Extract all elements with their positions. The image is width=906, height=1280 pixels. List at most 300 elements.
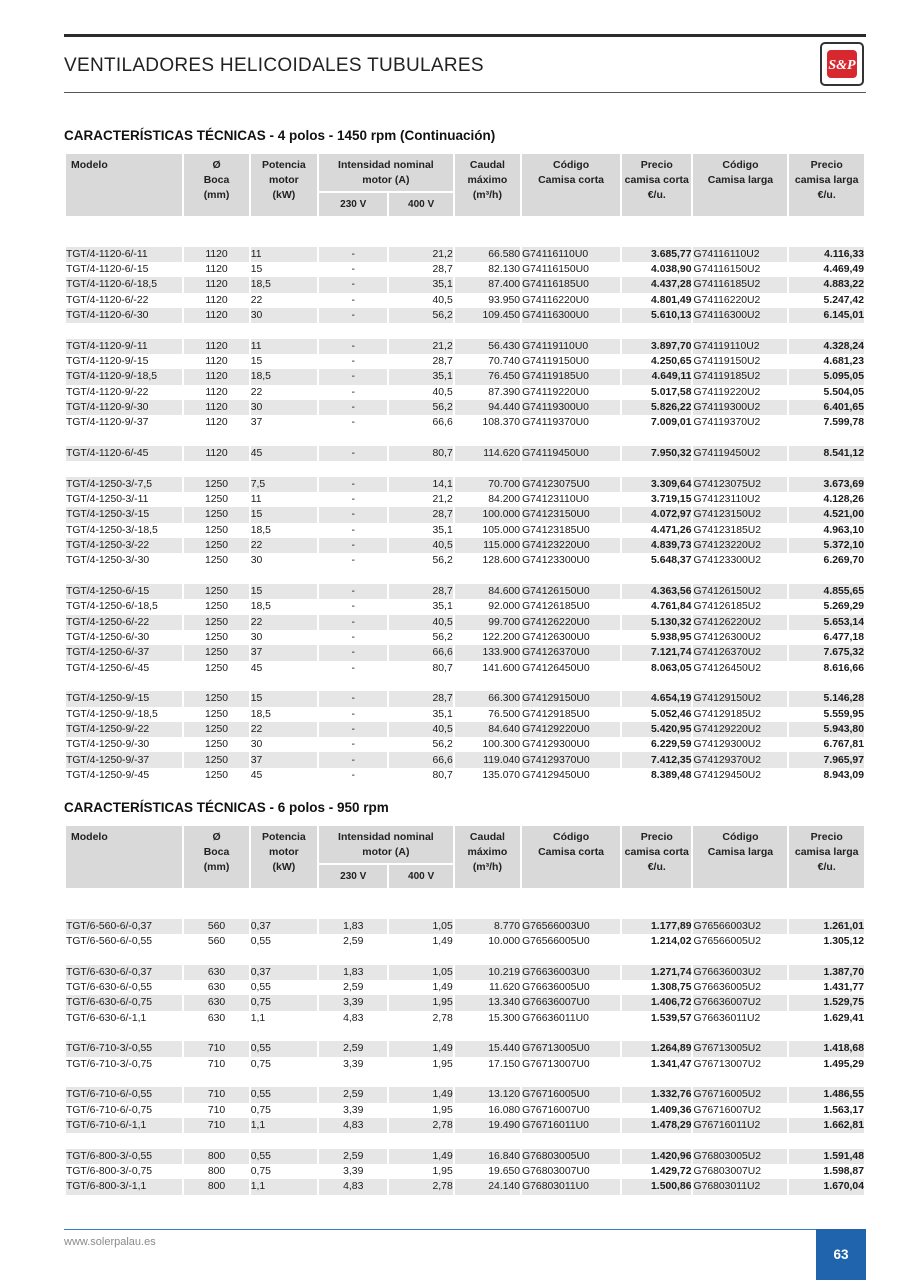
- cell-pot: 0,75: [251, 995, 317, 1010]
- cell-model: TGT/4-1120-9/-22: [66, 385, 182, 400]
- cell-v400: 66,6: [389, 752, 452, 767]
- cell-price: 4.801,49: [622, 293, 691, 308]
- cell-v230: 3,39: [319, 1103, 387, 1118]
- cell-pot: 18,5: [251, 277, 317, 292]
- cell-v230: -: [319, 707, 387, 722]
- cell-codl: G74116300U2: [693, 308, 787, 323]
- group-spacer: [66, 1072, 864, 1087]
- cell-cod: G76713007U0: [522, 1057, 620, 1072]
- cell-cod: G74119150U0: [522, 354, 620, 369]
- cell-cod: G74129220U0: [522, 722, 620, 737]
- cell-v400: 1,95: [389, 995, 452, 1010]
- cell-pot: 1,1: [251, 1179, 317, 1194]
- cell-price: 5.610,13: [622, 308, 691, 323]
- cell-caudal: 108.370: [455, 415, 520, 430]
- cell-boca: 1250: [184, 492, 248, 507]
- table-row: [66, 553, 864, 568]
- cell-codl: G74123110U2: [693, 492, 787, 507]
- cell-price: 4.471,26: [622, 523, 691, 538]
- cell-pot: 30: [251, 630, 317, 645]
- col-header-caudal: [455, 154, 520, 216]
- cell-caudal: 133.900: [455, 645, 520, 660]
- cell-boca: 1250: [184, 615, 248, 630]
- cell-pot: 15: [251, 584, 317, 599]
- table-row: [66, 492, 864, 507]
- svg-text:S&P: S&P: [828, 58, 856, 73]
- header-line: Precio: [810, 159, 843, 171]
- cell-codl: G76713005U2: [693, 1041, 787, 1056]
- cell-pot: 37: [251, 752, 317, 767]
- table-row: [66, 400, 864, 415]
- cell-pricel: 5.504,05: [789, 385, 864, 400]
- cell-caudal: 10.219: [455, 965, 520, 980]
- cell-model: TGT/4-1250-3/-18,5: [66, 523, 182, 538]
- table-row: [66, 293, 864, 308]
- cell-price: 6.229,59: [622, 737, 691, 752]
- cell-v230: -: [319, 446, 387, 461]
- cell-v230: -: [319, 599, 387, 614]
- cell-caudal: 15.300: [455, 1011, 520, 1026]
- cell-v230: -: [319, 415, 387, 430]
- cell-codl: G74129370U2: [693, 752, 787, 767]
- cell-pot: 7,5: [251, 477, 317, 492]
- cell-model: TGT/4-1250-3/-15: [66, 507, 182, 522]
- cell-model: TGT/6-710-3/-0,75: [66, 1057, 182, 1072]
- cell-boca: 630: [184, 995, 248, 1010]
- cell-pot: 0,55: [251, 980, 317, 995]
- header-line: €/u.: [817, 861, 836, 873]
- cell-codl: G74119185U2: [693, 369, 787, 384]
- cell-pot: 0,37: [251, 919, 317, 934]
- header-line: motor (A): [362, 174, 410, 186]
- cell-codl: G74129185U2: [693, 707, 787, 722]
- col-header-precio-corta: [622, 826, 691, 888]
- table-row: [66, 247, 864, 262]
- cell-price: 1.420,96: [622, 1149, 691, 1164]
- cell-cod: G74129150U0: [522, 691, 620, 706]
- cell-codl: G74123150U2: [693, 507, 787, 522]
- header-line: Camisa corta: [538, 174, 605, 186]
- cell-pricel: 6.401,65: [789, 400, 864, 415]
- cell-model: TGT/4-1250-6/-18,5: [66, 599, 182, 614]
- cell-model: TGT/6-630-6/-0,37: [66, 965, 182, 980]
- table-row: [66, 934, 864, 949]
- cell-cod: G76713005U0: [522, 1041, 620, 1056]
- cell-price: 5.648,37: [622, 553, 691, 568]
- col-header-caudal: [455, 826, 520, 888]
- cell-pot: 15: [251, 507, 317, 522]
- cell-codl: G76566005U2: [693, 934, 787, 949]
- cell-pricel: 4.855,65: [789, 584, 864, 599]
- cell-price: 1.539,57: [622, 1011, 691, 1026]
- cell-codl: G74119450U2: [693, 446, 787, 461]
- cell-v400: 1,05: [389, 965, 452, 980]
- cell-v230: -: [319, 538, 387, 553]
- cell-model: TGT/4-1120-6/-30: [66, 308, 182, 323]
- cell-cod: G76636007U0: [522, 995, 620, 1010]
- table-row: [66, 1149, 864, 1164]
- cell-codl: G74129300U2: [693, 737, 787, 752]
- cell-pot: 1,1: [251, 1011, 317, 1026]
- cell-boca: 710: [184, 1118, 248, 1133]
- cell-codl: G76803005U2: [693, 1149, 787, 1164]
- cell-codl: G76636003U2: [693, 965, 787, 980]
- cell-cod: G74126150U0: [522, 584, 620, 599]
- table-row: [66, 1011, 864, 1026]
- cell-boca: 1250: [184, 538, 248, 553]
- cell-pot: 22: [251, 293, 317, 308]
- header-line: Código: [552, 159, 590, 171]
- col-header-modelo: Modelo: [66, 826, 182, 888]
- header-line: máximo: [467, 174, 508, 186]
- col-header-230v: 230 V: [319, 191, 387, 216]
- header-line: Precio: [640, 831, 673, 843]
- header-line: €/u.: [647, 861, 666, 873]
- cell-v230: 2,59: [319, 1087, 387, 1102]
- cell-price: 4.437,28: [622, 277, 691, 292]
- cell-v400: 56,2: [389, 553, 452, 568]
- cell-price: 8.063,05: [622, 661, 691, 676]
- cell-caudal: 128.600: [455, 553, 520, 568]
- cell-codl: G74129450U2: [693, 768, 787, 783]
- cell-codl: G74126150U2: [693, 584, 787, 599]
- footer-rule: [64, 1229, 866, 1230]
- cell-cod: G74119370U0: [522, 415, 620, 430]
- cell-pricel: 1.563,17: [789, 1103, 864, 1118]
- cell-v400: 40,5: [389, 722, 452, 737]
- cell-boca: 1250: [184, 737, 248, 752]
- cell-boca: 710: [184, 1087, 248, 1102]
- cell-v230: -: [319, 492, 387, 507]
- cell-pricel: 8.943,09: [789, 768, 864, 783]
- cell-boca: 1250: [184, 477, 248, 492]
- cell-v230: -: [319, 277, 387, 292]
- cell-v400: 40,5: [389, 293, 452, 308]
- cell-model: TGT/4-1250-3/-30: [66, 553, 182, 568]
- cell-caudal: 16.840: [455, 1149, 520, 1164]
- table-row: [66, 995, 864, 1010]
- cell-pricel: 4.681,23: [789, 354, 864, 369]
- cell-caudal: 76.500: [455, 707, 520, 722]
- header-line: (m³/h): [472, 861, 502, 873]
- cell-price: 1.341,47: [622, 1057, 691, 1072]
- cell-caudal: 13.340: [455, 995, 520, 1010]
- cell-cod: G74119220U0: [522, 385, 620, 400]
- table-row: [66, 446, 864, 461]
- cell-caudal: 13.120: [455, 1087, 520, 1102]
- cell-codl: G74129220U2: [693, 722, 787, 737]
- cell-v230: -: [319, 737, 387, 752]
- cell-boca: 1120: [184, 277, 248, 292]
- cell-v230: 4,83: [319, 1179, 387, 1194]
- col-header-boca: [184, 154, 248, 216]
- cell-caudal: 66.300: [455, 691, 520, 706]
- cell-pot: 22: [251, 722, 317, 737]
- cell-price: 3.897,70: [622, 339, 691, 354]
- cell-codl: G74126220U2: [693, 615, 787, 630]
- cell-pot: 0,37: [251, 965, 317, 980]
- group-spacer: [66, 888, 864, 903]
- cell-boca: 1250: [184, 584, 248, 599]
- cell-price: 1.500,86: [622, 1179, 691, 1194]
- cell-pricel: 5.372,10: [789, 538, 864, 553]
- cell-v400: 35,1: [389, 707, 452, 722]
- cell-model: TGT/4-1250-6/-37: [66, 645, 182, 660]
- cell-v400: 40,5: [389, 615, 452, 630]
- table-row: [66, 1179, 864, 1194]
- cell-codl: G76803011U2: [693, 1179, 787, 1194]
- cell-codl: G74126185U2: [693, 599, 787, 614]
- cell-v400: 56,2: [389, 737, 452, 752]
- cell-cod: G74129450U0: [522, 768, 620, 783]
- cell-price: 1.409,36: [622, 1103, 691, 1118]
- header-line: Código: [722, 831, 759, 843]
- cell-price: 1.177,89: [622, 919, 691, 934]
- cell-v400: 40,5: [389, 538, 452, 553]
- cell-v400: 28,7: [389, 584, 452, 599]
- cell-caudal: 115.000: [455, 538, 520, 553]
- cell-v230: 4,83: [319, 1011, 387, 1026]
- cell-cod: G74116300U0: [522, 308, 620, 323]
- header-line: Boca: [203, 846, 230, 858]
- cell-v230: -: [319, 584, 387, 599]
- table-row: [66, 615, 864, 630]
- cell-pricel: 8.616,66: [789, 661, 864, 676]
- table-row: [66, 584, 864, 599]
- cell-price: 4.038,90: [622, 262, 691, 277]
- header-line: (mm): [203, 861, 230, 873]
- cell-pricel: 5.943,80: [789, 722, 864, 737]
- table-row: [66, 1103, 864, 1118]
- cell-caudal: 10.000: [455, 934, 520, 949]
- cell-pricel: 1.486,55: [789, 1087, 864, 1102]
- header-line: (mm): [203, 189, 230, 201]
- table-row: [66, 645, 864, 660]
- cell-cod: G76566003U0: [522, 919, 620, 934]
- cell-cod: G74123185U0: [522, 523, 620, 538]
- cell-pot: 11: [251, 247, 317, 262]
- cell-cod: G76716011U0: [522, 1118, 620, 1133]
- header-line: (kW): [272, 861, 296, 873]
- footer-url[interactable]: www.solerpalau.es: [64, 1236, 156, 1248]
- cell-model: TGT/6-630-6/-0,75: [66, 995, 182, 1010]
- cell-cod: G74126220U0: [522, 615, 620, 630]
- cell-codl: G76636011U2: [693, 1011, 787, 1026]
- cell-pricel: 4.883,22: [789, 277, 864, 292]
- cell-cod: G74126370U0: [522, 645, 620, 660]
- cell-caudal: 93.950: [455, 293, 520, 308]
- col-header-potencia: [251, 826, 317, 888]
- cell-v400: 21,2: [389, 492, 452, 507]
- cell-cod: G74119110U0: [522, 339, 620, 354]
- cell-model: TGT/4-1120-6/-11: [66, 247, 182, 262]
- cell-cod: G74126450U0: [522, 661, 620, 676]
- cell-pot: 45: [251, 768, 317, 783]
- cell-model: TGT/4-1250-6/-30: [66, 630, 182, 645]
- cell-caudal: 84.200: [455, 492, 520, 507]
- cell-cod: G74123220U0: [522, 538, 620, 553]
- cell-caudal: 119.040: [455, 752, 520, 767]
- spec-table-4-polos: [64, 154, 866, 783]
- cell-v400: 1,49: [389, 1149, 452, 1164]
- cell-pricel: 5.247,42: [789, 293, 864, 308]
- cell-pricel: 5.095,05: [789, 369, 864, 384]
- cell-pot: 0,75: [251, 1164, 317, 1179]
- cell-pot: 45: [251, 661, 317, 676]
- cell-pot: 0,55: [251, 1041, 317, 1056]
- cell-model: TGT/6-710-6/-0,55: [66, 1087, 182, 1102]
- group-spacer: [66, 676, 864, 691]
- table-row: [66, 919, 864, 934]
- cell-model: TGT/4-1250-9/-18,5: [66, 707, 182, 722]
- cell-model: TGT/4-1250-9/-22: [66, 722, 182, 737]
- cell-pricel: 5.146,28: [789, 691, 864, 706]
- cell-price: 4.839,73: [622, 538, 691, 553]
- cell-caudal: 105.000: [455, 523, 520, 538]
- cell-v230: -: [319, 262, 387, 277]
- header-line: (m³/h): [472, 189, 502, 201]
- cell-boca: 1120: [184, 247, 248, 262]
- cell-pot: 15: [251, 691, 317, 706]
- cell-v400: 21,2: [389, 247, 452, 262]
- cell-pot: 30: [251, 400, 317, 415]
- cell-v230: 3,39: [319, 1164, 387, 1179]
- cell-boca: 1250: [184, 507, 248, 522]
- cell-boca: 560: [184, 934, 248, 949]
- cell-boca: 1120: [184, 308, 248, 323]
- cell-pot: 22: [251, 385, 317, 400]
- cell-boca: 1120: [184, 400, 248, 415]
- cell-codl: G76566003U2: [693, 919, 787, 934]
- cell-caudal: 76.450: [455, 369, 520, 384]
- cell-v400: 80,7: [389, 446, 452, 461]
- table-row: [66, 768, 864, 783]
- cell-caudal: 70.700: [455, 477, 520, 492]
- cell-model: TGT/4-1120-9/-37: [66, 415, 182, 430]
- cell-pricel: 1.418,68: [789, 1041, 864, 1056]
- cell-boca: 800: [184, 1179, 248, 1194]
- cell-v230: -: [319, 661, 387, 676]
- cell-codl: G76716011U2: [693, 1118, 787, 1133]
- cell-model: TGT/4-1250-9/-30: [66, 737, 182, 752]
- cell-cod: G76803011U0: [522, 1179, 620, 1194]
- cell-codl: G74119220U2: [693, 385, 787, 400]
- cell-boca: 630: [184, 980, 248, 995]
- cell-boca: 1120: [184, 385, 248, 400]
- cell-caudal: 109.450: [455, 308, 520, 323]
- cell-price: 1.308,75: [622, 980, 691, 995]
- header-line: €/u.: [817, 189, 836, 201]
- cell-codl: G74126450U2: [693, 661, 787, 676]
- cell-v230: 2,59: [319, 1149, 387, 1164]
- cell-pricel: 8.541,12: [789, 446, 864, 461]
- cell-cod: G74129185U0: [522, 707, 620, 722]
- col-header-codigo-corta: [522, 154, 620, 216]
- cell-model: TGT/4-1250-9/-45: [66, 768, 182, 783]
- cell-price: 5.938,95: [622, 630, 691, 645]
- table-row: [66, 1118, 864, 1133]
- cell-v400: 66,6: [389, 645, 452, 660]
- cell-v400: 28,7: [389, 507, 452, 522]
- cell-pricel: 6.767,81: [789, 737, 864, 752]
- cell-codl: G74126300U2: [693, 630, 787, 645]
- header-line: camisa larga: [794, 174, 859, 186]
- cell-pot: 18,5: [251, 707, 317, 722]
- cell-caudal: 122.200: [455, 630, 520, 645]
- cell-cod: G76803005U0: [522, 1149, 620, 1164]
- cell-v400: 28,7: [389, 691, 452, 706]
- cell-pricel: 6.145,01: [789, 308, 864, 323]
- group-spacer: [66, 1133, 864, 1148]
- cell-codl: G76803007U2: [693, 1164, 787, 1179]
- header-line: €/u.: [647, 189, 666, 201]
- cell-caudal: 92.000: [455, 599, 520, 614]
- brand-logo: [820, 42, 864, 86]
- table-row: [66, 599, 864, 614]
- cell-boca: 1250: [184, 523, 248, 538]
- cell-pot: 18,5: [251, 369, 317, 384]
- cell-pricel: 4.469,49: [789, 262, 864, 277]
- cell-pot: 0,55: [251, 1149, 317, 1164]
- cell-cod: G74123075U0: [522, 477, 620, 492]
- cell-pricel: 1.598,87: [789, 1164, 864, 1179]
- cell-v400: 28,7: [389, 354, 452, 369]
- cell-codl: G76636005U2: [693, 980, 787, 995]
- cell-cod: G74119450U0: [522, 446, 620, 461]
- cell-pot: 30: [251, 553, 317, 568]
- cell-codl: G74119370U2: [693, 415, 787, 430]
- table-row: [66, 385, 864, 400]
- cell-price: 8.389,48: [622, 768, 691, 783]
- cell-v400: 40,5: [389, 385, 452, 400]
- cell-boca: 1120: [184, 339, 248, 354]
- cell-boca: 1250: [184, 768, 248, 783]
- cell-pot: 22: [251, 615, 317, 630]
- table-row: [66, 477, 864, 492]
- cell-v230: -: [319, 645, 387, 660]
- header-line: Potencia: [261, 159, 306, 171]
- cell-cod: G74116220U0: [522, 293, 620, 308]
- cell-boca: 1250: [184, 752, 248, 767]
- cell-caudal: 82.130: [455, 262, 520, 277]
- cell-v230: -: [319, 553, 387, 568]
- cell-pricel: 5.269,29: [789, 599, 864, 614]
- cell-pot: 30: [251, 308, 317, 323]
- cell-boca: 800: [184, 1149, 248, 1164]
- cell-boca: 1250: [184, 599, 248, 614]
- cell-caudal: 17.150: [455, 1057, 520, 1072]
- group-spacer: [66, 461, 864, 476]
- cell-pricel: 1.670,04: [789, 1179, 864, 1194]
- cell-pricel: 7.599,78: [789, 415, 864, 430]
- cell-cod: G74116110U0: [522, 247, 620, 262]
- cell-cod: G74129370U0: [522, 752, 620, 767]
- cell-boca: 560: [184, 919, 248, 934]
- cell-v230: -: [319, 339, 387, 354]
- header-line: (kW): [272, 189, 296, 201]
- cell-pot: 0,55: [251, 1087, 317, 1102]
- cell-price: 4.072,97: [622, 507, 691, 522]
- header-line: camisa corta: [624, 174, 689, 186]
- col-header-modelo: Modelo: [66, 154, 182, 216]
- cell-codl: G74116110U2: [693, 247, 787, 262]
- sp-logo-icon: [824, 46, 860, 82]
- group-spacer: [66, 231, 864, 246]
- cell-pricel: 1.261,01: [789, 919, 864, 934]
- cell-v230: -: [319, 752, 387, 767]
- table-row: [66, 277, 864, 292]
- header-line: Camisa larga: [707, 846, 774, 858]
